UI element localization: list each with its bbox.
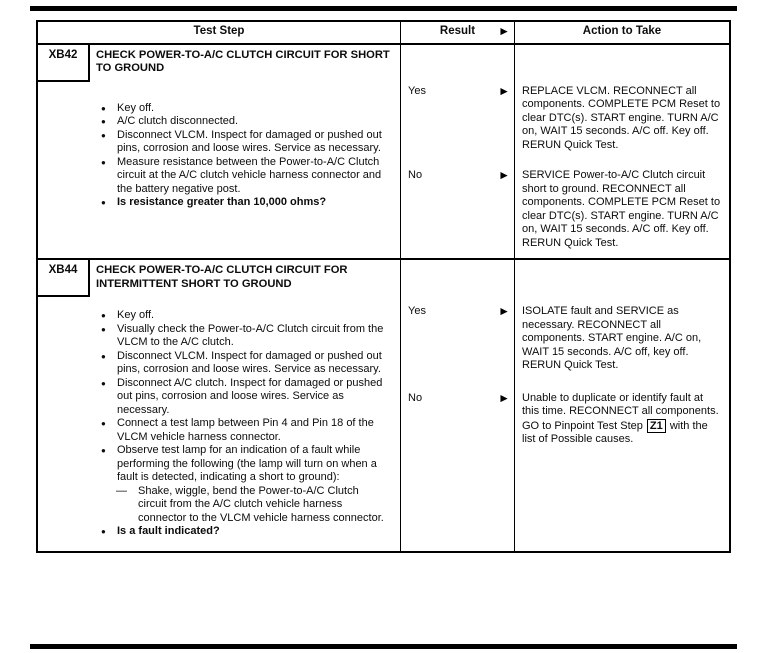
result-action-pair <box>401 392 729 447</box>
step-reference-z1: Z1 <box>647 419 666 433</box>
bullet-icon: ● <box>101 378 106 388</box>
right-arrow-icon: ► <box>498 24 510 38</box>
test-instruction <box>101 309 388 323</box>
instruction-text: Shake, wiggle, bend the Power-to-A/C Clutch circuit from the A/C clutch vehicle harness connector to the VLCM vehicle harness connector. <box>138 484 384 524</box>
bullet-icon: ● <box>101 446 106 455</box>
test-step-head <box>38 45 400 82</box>
top-rule-bar <box>30 6 737 11</box>
test-step-id: XB42 <box>38 45 90 82</box>
test-instruction-list <box>38 82 400 210</box>
bullet-icon: ● <box>101 198 106 207</box>
result-label: Yes <box>408 305 426 317</box>
right-arrow-icon: ► <box>498 83 510 98</box>
instruction-text: Key off. <box>117 309 155 321</box>
result-yes <box>401 85 515 153</box>
question-text: Is resistance greater than 10,000 ohms? <box>117 196 327 208</box>
dash-icon: — <box>116 484 127 497</box>
instruction-text: A/C clutch disconnected. <box>117 115 239 127</box>
result-action-pair <box>401 305 729 373</box>
right-arrow-icon: ► <box>498 168 510 182</box>
result-no <box>401 169 515 250</box>
bullet-icon: ● <box>101 103 106 113</box>
action-text: ISOLATE fault and SERVICE as necessary. RECONNECT all components. START engine. A/C on, WAIT 15 seconds. A/C off, key off. RERUN Quick Test. <box>522 305 702 371</box>
result-no <box>401 392 515 447</box>
instruction-text: Connect a test lamp between Pin 4 and Pin 18 of the VLCM vehicle harness connector. <box>117 417 374 443</box>
test-instruction <box>101 377 388 418</box>
test-instruction <box>101 444 388 485</box>
result-action-cell <box>400 45 729 259</box>
right-arrow-icon: ► <box>498 304 510 318</box>
bottom-rule-bar <box>30 644 737 649</box>
bullet-icon: ● <box>101 351 106 361</box>
question-text: Is a fault indicated? <box>117 525 220 537</box>
action-text-post: with the list of Possible causes. <box>522 419 708 445</box>
column-header-result <box>400 22 514 43</box>
test-sub-instruction <box>101 485 388 526</box>
test-question <box>101 196 388 210</box>
table-header-row <box>38 22 729 45</box>
bullet-icon: ● <box>101 130 106 140</box>
result-label: No <box>408 169 423 181</box>
right-arrow-icon: ► <box>498 390 510 405</box>
test-step-cell <box>38 45 400 259</box>
test-instruction <box>101 156 388 197</box>
result-label: No <box>408 391 423 404</box>
test-instruction <box>101 102 388 116</box>
result-action-pair <box>401 85 729 153</box>
instruction-text: Disconnect VLCM. Inspect for damaged or pushed out pins, corrosion and loose wires. Service as necessary. <box>117 128 382 154</box>
bullet-icon: ● <box>101 419 106 428</box>
test-instruction <box>101 323 388 350</box>
test-step-cell <box>38 260 400 551</box>
instruction-text: Visually check the Power-to-A/C Clutch circuit from the VLCM to the A/C clutch. <box>117 322 384 348</box>
instruction-text: Observe test lamp for an indication of a fault while performing the following (the lamp will turn on when a fault is detected, indicating a short to ground): <box>117 444 377 483</box>
instruction-text: Key off. <box>117 101 155 114</box>
bullet-icon: ● <box>101 324 106 334</box>
column-header-action: Action to Take <box>514 22 729 43</box>
result-yes <box>401 305 515 373</box>
instruction-text: Disconnect A/C clutch. Inspect for damaged or pushed out pins, corrosion and loose wires. Service as necessary. <box>117 376 383 416</box>
column-header-result-label: Result <box>439 25 476 37</box>
test-instruction-list <box>38 297 400 539</box>
instruction-text: Disconnect VLCM. Inspect for damaged or pushed out pins, corrosion and loose wires. Service as necessary. <box>117 349 382 375</box>
test-instruction <box>101 129 388 156</box>
test-question <box>101 525 388 539</box>
action-text <box>515 392 729 447</box>
result-action-pair <box>401 169 729 250</box>
test-instruction <box>101 350 388 377</box>
action-text: REPLACE VLCM. RECONNECT all components. COMPLETE PCM Reset to clear DTC(s). START engine. TURN A/C on, WAIT 15 seconds. A/C off. Key off. RERUN Quick Test. <box>522 84 721 151</box>
bullet-icon: ● <box>101 311 106 320</box>
action-text-pre: Unable to duplicate or identify fault at this time. RECONNECT all components. GO to Pinpoint Test Step <box>522 391 719 432</box>
test-step-row-xb42 <box>38 45 729 259</box>
test-step-row-xb44 <box>38 258 729 551</box>
test-step-head <box>38 260 400 297</box>
test-instruction <box>101 417 388 444</box>
test-step-title: CHECK POWER-TO-A/C CLUTCH CIRCUIT FOR SHORT TO GROUND <box>96 48 390 74</box>
test-instruction <box>101 115 388 129</box>
bullet-icon: ● <box>101 527 106 536</box>
result-action-cell <box>400 260 729 551</box>
action-text: SERVICE Power-to-A/C Clutch circuit short to ground. RECONNECT all components. COMPLETE PCM Reset to clear DTC(s). START engine. TURN A/C on, WAIT 15 seconds. A/C off. Key off. RERUN Quick Test. <box>522 169 721 249</box>
test-step-title: CHECK POWER-TO-A/C CLUTCH CIRCUIT FOR INTERMITTENT SHORT TO GROUND <box>96 264 348 290</box>
result-label: Yes <box>408 84 426 97</box>
bullet-icon: ● <box>101 157 106 167</box>
column-header-test-step: Test Step <box>193 25 245 37</box>
instruction-text: Measure resistance between the Power-to-A/C Clutch circuit at the A/C clutch vehicle harness connector and the battery negative post. <box>117 155 382 195</box>
pinpoint-test-table <box>36 20 731 553</box>
test-step-id: XB44 <box>38 260 90 297</box>
bullet-icon: ● <box>101 117 106 126</box>
